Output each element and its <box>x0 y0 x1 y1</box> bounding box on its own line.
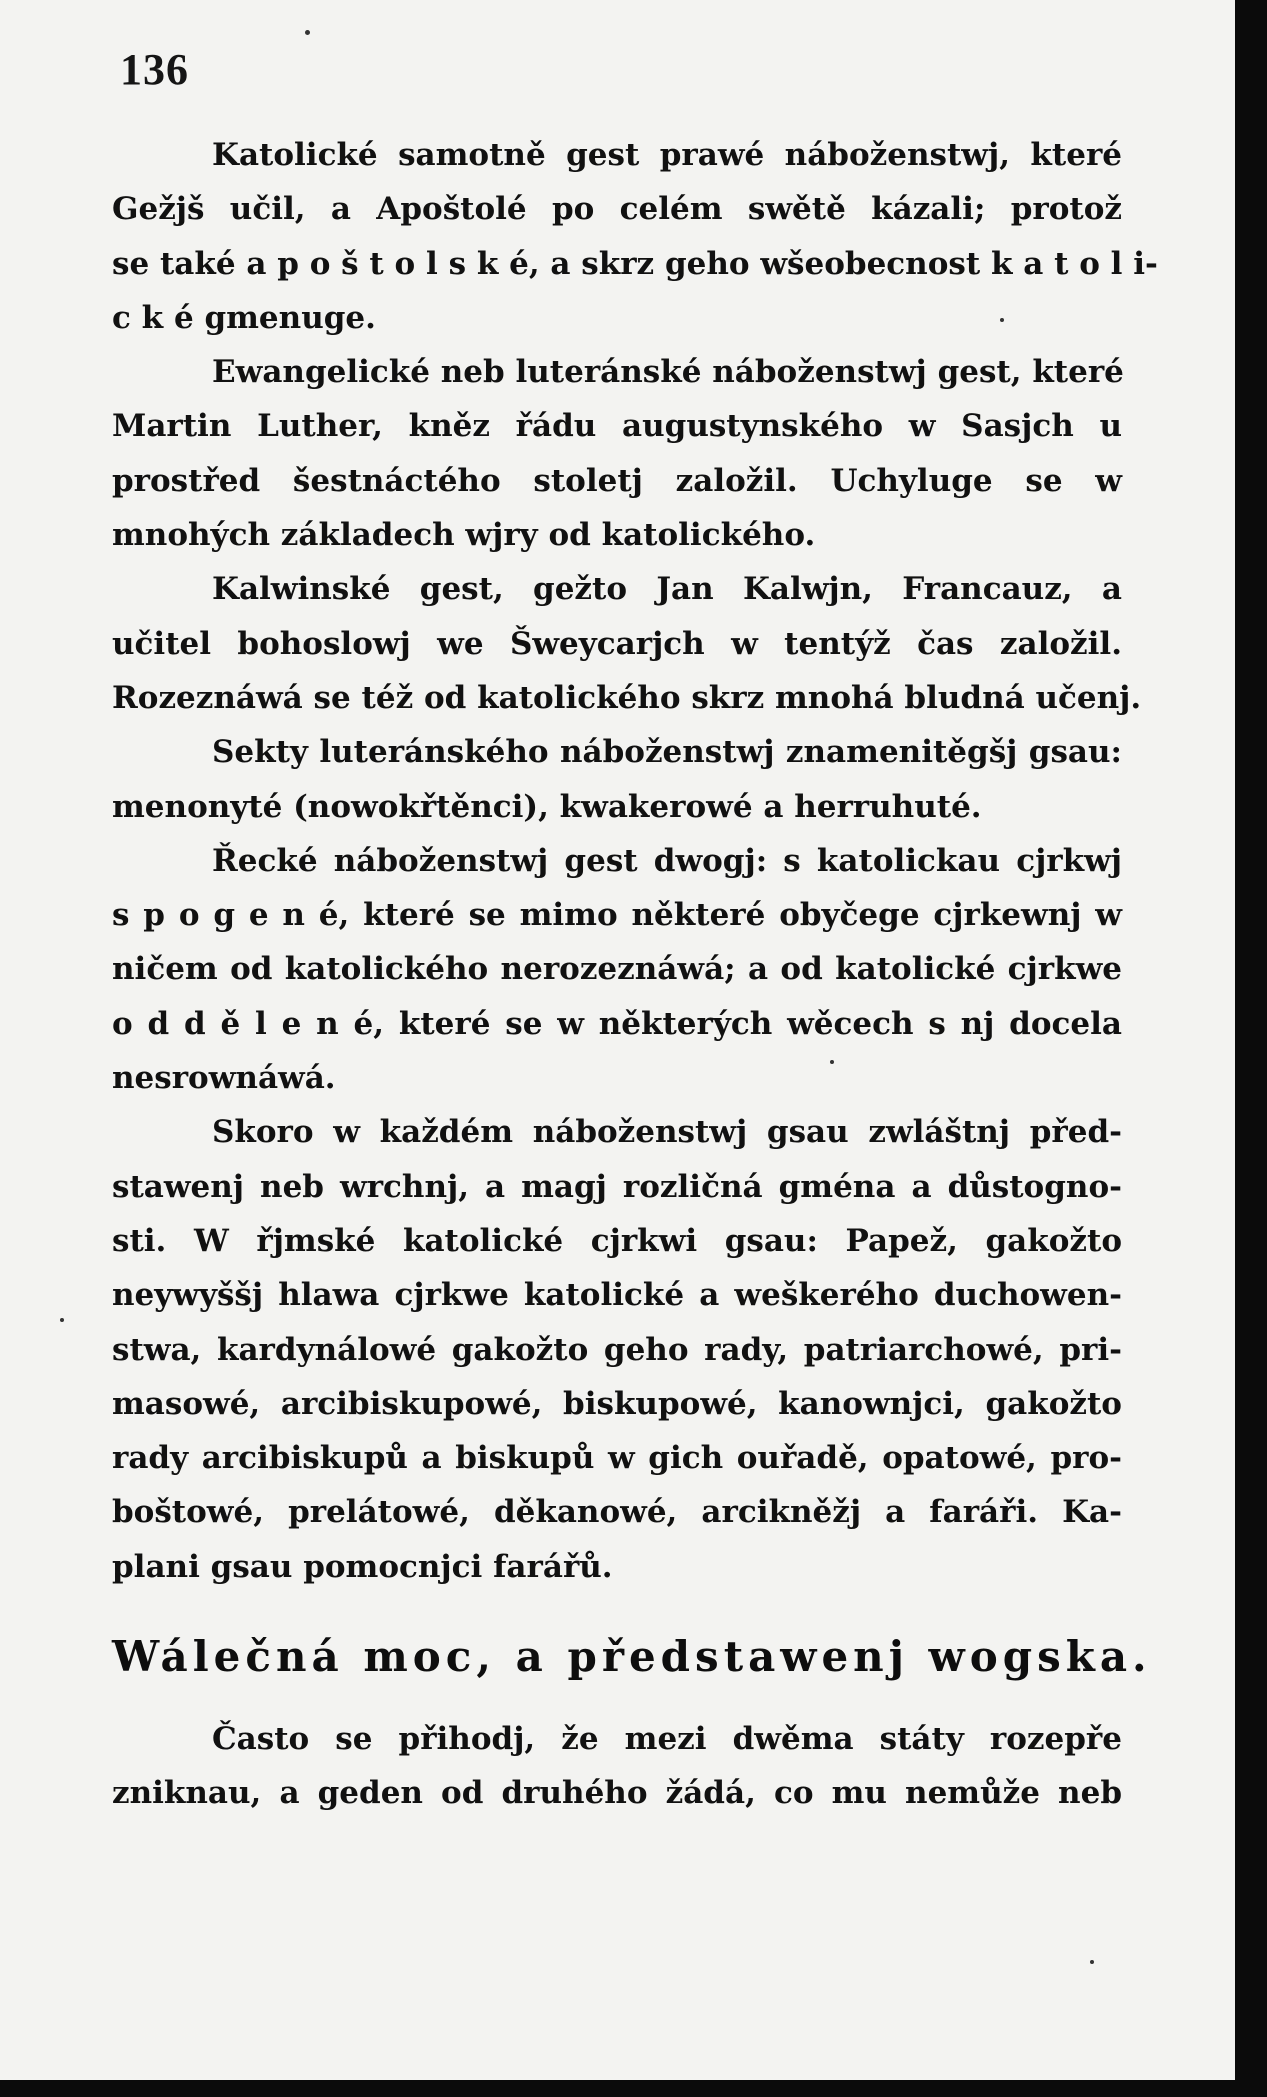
scan-speck <box>60 1318 64 1322</box>
text-line: Katolické samotně gest prawé náboženstwj, které <box>212 137 1122 173</box>
text-line: Rozeznáwá se též od katolického skrz mnohá bludná učenj. <box>112 679 1142 716</box>
text-line: Ewangelické neb luteránské náboženstwj gest, které <box>212 354 1124 391</box>
text-line: zniknau, a geden od druhého žádá, co mu nemůže neb <box>112 1775 1122 1812</box>
section-heading: Wálečná moc, a předstawenj wogska. <box>112 1632 1152 1681</box>
scan-border-right <box>1235 0 1267 2097</box>
text-line: učitel bohoslowj we Šweycarjch w tentýž čas založil. <box>112 625 1122 662</box>
text-line: stwa, kardynálowé gakožto geho rady, patriarchowé, pri- <box>112 1331 1122 1368</box>
section-text <box>112 1712 1122 1821</box>
text-line: sti. W řjmské katolické cjrkwi gsau: Papež, gakožto <box>112 1222 1122 1259</box>
text-line: se také a p o š t o l s k é, a skrz geho wšeobecnost k a t o l i- <box>112 245 1158 282</box>
text-line: ničem od katolického nerozeznáwá; a od katolické cjrkwe <box>112 951 1122 988</box>
scan-speck <box>1000 318 1004 322</box>
text-line: Martin Luther, kněz řádu augustynského w Sasjch u <box>112 408 1122 445</box>
text-line: mnohých základech wjry od katolického. <box>112 517 816 554</box>
text-line: stawenj neb wrchnj, a magj rozličná gména a důstogno- <box>112 1168 1122 1205</box>
text-line: Kalwinské gest, gežto Jan Kalwjn, Francauz, a <box>212 571 1122 608</box>
text-line: Sekty luteránského náboženstwj znamenitěgšj gsau: <box>212 734 1122 771</box>
scan-speck <box>305 30 310 35</box>
text-line: neywyššj hlawa cjrkwe katolické a weškerého duchowen- <box>112 1277 1122 1314</box>
text-line: plani gsau pomocnjci farářů. <box>112 1548 613 1585</box>
text-line: Gežjš učil, a Apoštolé po celém swětě kázali; protož <box>112 191 1122 228</box>
text-line: nesrownáwá. <box>112 1060 336 1097</box>
scan-speck <box>830 1060 834 1064</box>
body-text <box>112 128 1158 1594</box>
text-line: menonyté (nowokřtěnci), kwakerowé a herruhuté. <box>112 788 982 825</box>
text-line: s p o g e n é, které se mimo některé obyčege cjrkewnj w <box>112 897 1122 934</box>
page-number: 136 <box>120 45 189 94</box>
text-line: o d d ě l e n é, které se w některých wěcech s nj docela <box>112 1005 1122 1042</box>
text-line: masowé, arcibiskupowé, biskupowé, kanownjci, gakožto <box>112 1385 1122 1422</box>
scan-speck <box>1090 1960 1094 1964</box>
text-line: Často se přihodj, že mezi dwěma státy rozepře <box>212 1721 1122 1757</box>
scan-border-bottom <box>0 2080 1267 2097</box>
text-line: Řecké náboženstwj gest dwogj: s katolickau cjrkwj <box>212 842 1122 879</box>
text-line: Skoro w každém náboženstwj gsau zwláštnj před- <box>212 1114 1122 1151</box>
text-line: boštowé, prelátowé, děkanowé, arcikněžj a faráři. Ka- <box>112 1494 1122 1531</box>
text-line: rady arcibiskupů a biskupů w gich ouřadě, opatowé, pro- <box>112 1440 1122 1477</box>
text-line: prostřed šestnáctého stoletj založil. Uchyluge se w <box>112 462 1122 499</box>
text-line: c k é gmenuge. <box>112 299 376 336</box>
